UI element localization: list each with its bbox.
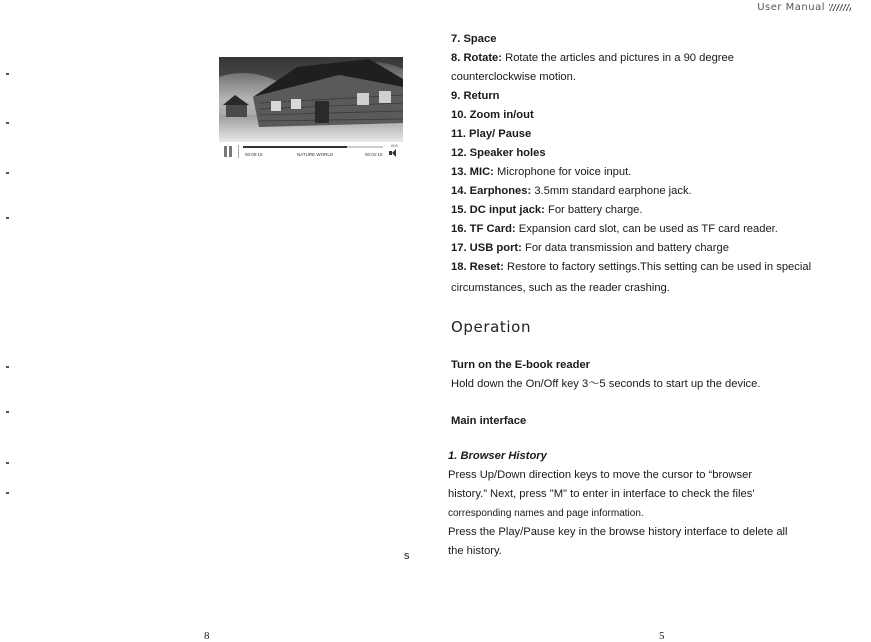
elapsed-time: 00:00:15 [245,152,263,157]
item-line: 13. MIC: Microphone for voice input. [451,166,632,178]
video-player-screenshot [219,57,403,160]
item-line: 12. Speaker holes [451,147,546,159]
video-controls [219,143,403,160]
stray-character: s [404,550,410,562]
item-line: 9. Return [451,90,500,102]
progress-fill [243,146,347,148]
item-line: 18. Reset: Restore to factory settings.This setting can be used in special [451,261,812,273]
margin-dot [6,462,9,464]
margin-dot [6,172,9,174]
progress-bar [243,146,383,148]
manual-content [448,30,866,561]
margin-dot [6,492,9,494]
header-title: User Manual [757,2,825,13]
margin-dot [6,122,9,124]
farmhouse-image [219,57,403,142]
item-line: 8. Rotate: Rotate the articles and pictures in a 90 degree [451,52,734,64]
item-line: 16. TF Card: Expansion card slot, can be used as TF card reader. [451,223,778,235]
item-line: 15. DC input jack: For battery charge. [451,204,643,216]
heading-turn-on: Turn on the E-book reader [451,359,591,371]
turn-on-text: Hold down the On/Off key 3～5 seconds to start up the device. [451,378,761,390]
browser-text-line: the history. [448,545,502,557]
heading-main-interface: Main interface [451,415,527,427]
running-header [757,2,851,13]
item-line: circumstances, such as the reader crashing. [451,282,670,294]
browser-text-line: Press Up/Down direction keys to move the cursor to “browser [448,469,753,481]
item-line: 17. USB port: For data transmission and battery charge [451,242,729,254]
item-line: 11. Play/ Pause [451,128,532,140]
speaker-icon [389,149,399,157]
section-title-operation: Operation [451,318,532,336]
controls-divider [238,145,239,158]
page-number-right: 5 [659,630,665,642]
margin-dot [6,411,9,413]
item-line: 10. Zoom in/out [451,109,534,121]
browser-text-line: Press the Play/Pause key in the browse history interface to delete all [448,526,788,538]
video-duration: 00:01:15 [365,152,383,157]
video-title: NATURE WORLD [297,152,334,157]
item-line: counterclockwise motion. [451,71,576,83]
item-line: 14. Earphones: 3.5mm standard earphone jack. [451,185,692,197]
browser-text-line: corresponding names and page information. [448,508,644,519]
header-hatch-icon [829,4,851,11]
item-line: 7. Space [451,33,497,45]
volume-level: 003 [391,143,398,148]
video-frame [219,57,403,142]
page-number-left: 8 [204,630,210,642]
margin-dot [6,217,9,219]
heading-browser-history: 1. Browser History [448,450,547,462]
browser-text-line: history.” Next, press "M" to enter in interface to check the files' [448,488,755,500]
margin-dot [6,366,9,368]
margin-dot [6,73,9,75]
pause-icon [224,146,233,157]
